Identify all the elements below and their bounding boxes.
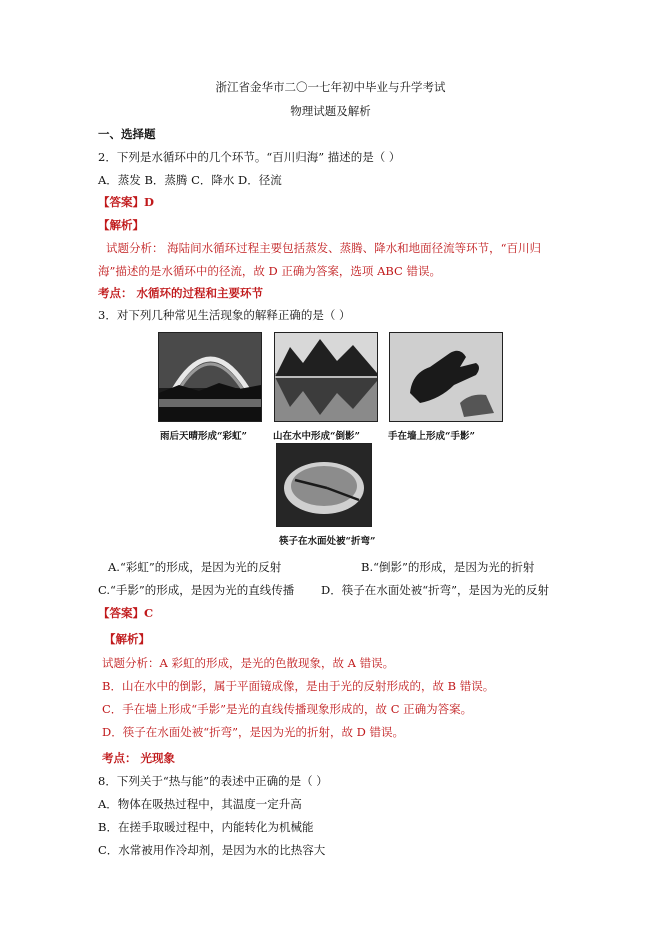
hand-shadow-photo [389, 332, 503, 422]
q3-option-b: B.“倒影”的形成，是因为光的折射 [361, 560, 535, 574]
caption-hand-shadow: 手在墙上形成“手影” [388, 431, 475, 442]
q3-analysis-line3: C．手在墙上形成“手影”是光的直线传播现象形成的，故 C 正确为答案。 [102, 702, 473, 716]
q2-knowledge-point: 考点： 水循环的过程和主要环节 [98, 286, 264, 300]
q3-analysis-line2: B．山在水中的倒影，属于平面镜成像，是由于光的反射形成的，故 B 错误。 [102, 679, 495, 693]
q3-analysis-label: 【解析】 [104, 632, 150, 646]
q3-knowledge-point: 考点： 光现象 [102, 751, 176, 765]
q8-option-a: A．物体在吸热过程中，其温度一定升高 [98, 797, 302, 811]
q2-options: A．蒸发 B．蒸腾 C．降水 D．径流 [98, 173, 282, 187]
q8-stem: 8．下列关于“热与能”的表述中正确的是（ ） [98, 774, 328, 788]
section-heading: 一、选择题 [98, 127, 156, 141]
q8-option-b: B．在搓手取暖过程中，内能转化为机械能 [98, 820, 314, 834]
q3-analysis-line4: D．筷子在水面处被“折弯”，是因为光的折射，故 D 错误。 [102, 725, 405, 739]
q3-option-d: D．筷子在水面处被“折弯”，是因为光的反射 [321, 583, 549, 597]
q3-option-c: C.“手影”的形成，是因为光的直线传播 [98, 583, 295, 597]
document-title: 浙江省金华市二〇一七年初中毕业与升学考试 [215, 80, 446, 94]
q3-analysis-line1: 试题分析：A 彩虹的形成，是光的色散现象，故 A 错误。 [102, 656, 395, 670]
q2-analysis-line2: 海”描述的是水循环中的径流，故 D 正确为答案，选项 ABC 错误。 [98, 264, 441, 278]
q2-stem: 2．下列是水循环中的几个环节。“百川归海” 描述的是（ ） [98, 150, 401, 164]
q8-option-c: C．水常被用作冷却剂，是因为水的比热容大 [98, 843, 326, 857]
q3-answer: 【答案】C [98, 606, 154, 620]
q3-option-a: A.“彩虹”的形成，是因为光的反射 [108, 560, 282, 574]
caption-reflection: 山在水中形成“倒影” [273, 431, 360, 442]
rainbow-photo [158, 332, 262, 422]
q3-stem: 3．对下列几种常见生活现象的解释正确的是（ ） [98, 308, 351, 322]
caption-rainbow: 雨后天晴形成“彩虹” [160, 431, 247, 442]
document-subtitle: 物理试题及解析 [290, 104, 371, 118]
mountain-reflection-photo [274, 332, 378, 422]
q2-analysis-label: 【解析】 [98, 218, 144, 232]
caption-chopsticks: 筷子在水面处被“折弯” [279, 536, 376, 547]
q2-analysis-line1: 试题分析： 海陆间水循环过程主要包括蒸发、蒸腾、降水和地面径流等环节，“百川归 [106, 241, 542, 255]
q2-answer: 【答案】D [98, 195, 154, 209]
chopsticks-bowl-photo [276, 443, 372, 527]
